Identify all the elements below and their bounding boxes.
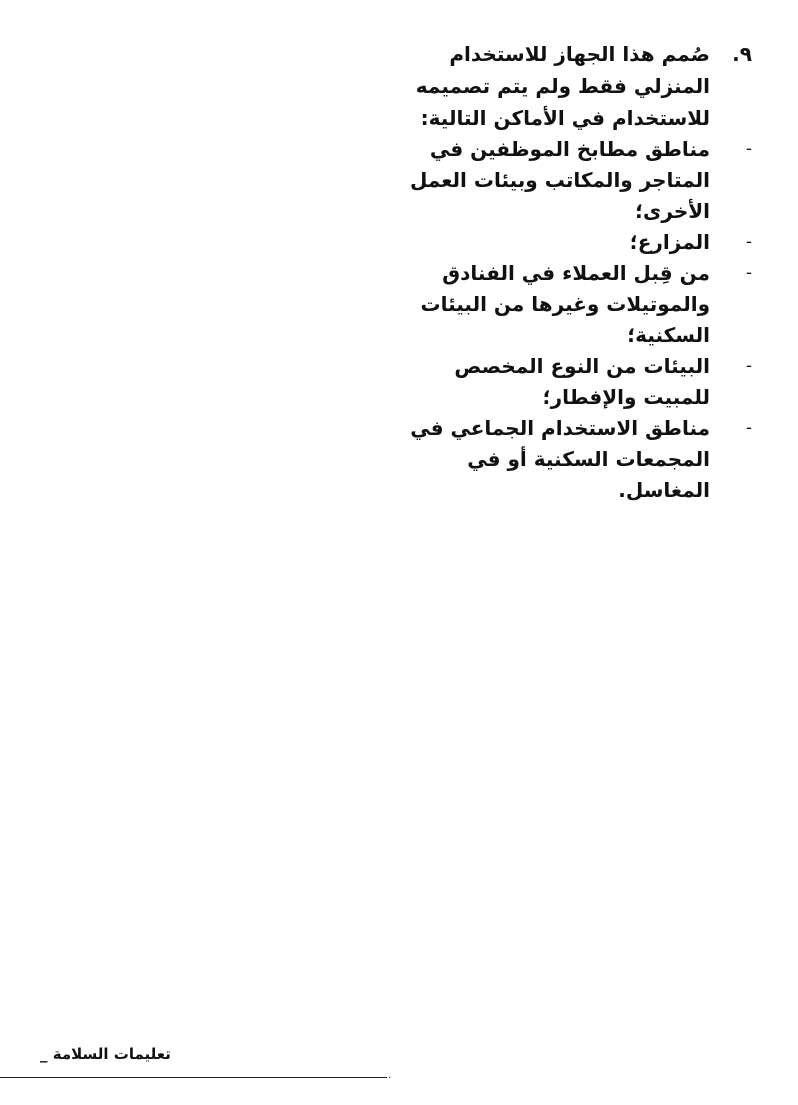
list-item-text: البيئات من النوع المخصص للمبيت والإفطار؛ [454, 354, 710, 409]
list-item [382, 351, 752, 413]
list-item-text: مناطق الاستخدام الجماعي في المجمعات السكنية أو في المغاسل. [410, 416, 710, 502]
list-item [382, 258, 752, 351]
list-item-text: مناطق مطابخ الموظفين في المتاجر والمكاتب وبيئات العمل الأخرى؛ [409, 137, 710, 223]
list-item [382, 413, 752, 506]
bullet-dash: - [745, 139, 752, 159]
crop-mark: . [388, 1070, 392, 1081]
bullet-dash: - [745, 356, 752, 376]
bullet-dash: - [745, 232, 752, 252]
item-number: ٩. [732, 42, 752, 66]
footer-rule [0, 1077, 387, 1078]
bullet-dash: - [745, 263, 752, 283]
list-item-text: المزارع؛ [629, 230, 710, 254]
list-item [382, 134, 752, 227]
list-item [382, 227, 752, 258]
page-footer-label: تعليمات السلامة _ [40, 1045, 171, 1063]
item-intro-text: صُمم هذا الجهاز للاستخدام المنزلي فقط ولم يتم تصميمه للاستخدام في الأماكن التالية: [415, 42, 710, 130]
list-item-text: من قِبل العملاء في الفنادق والموتيلات وغيرها من البيئات السكنية؛ [420, 261, 710, 347]
safety-instruction-item [382, 38, 752, 506]
item-intro-row [382, 38, 752, 134]
location-list [382, 134, 752, 506]
bullet-dash: - [745, 418, 752, 438]
